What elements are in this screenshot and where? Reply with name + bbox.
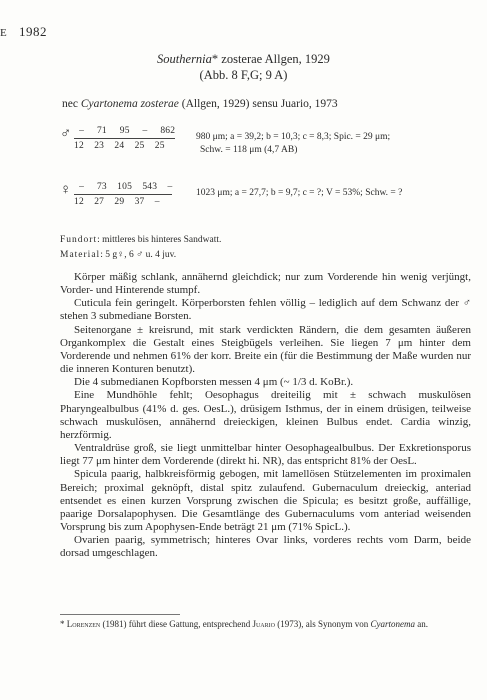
female-indices-line: 1023 μm; a = 27,7; b = 9,7; c = ?; V = 53%; Schw. = ?: [196, 188, 403, 198]
paragraph: Spicula paarig, halbkreisförmig gebogen, mit lamellösen Stützelementen im proximalen Bereich; proximal geknöpft, distal spitz zulaufend. Gubernaculum dreieckig, anteriad entsendet es einen kurzen Vorsprung zwischen die Spicula; es besitzt große, auffällige, paarige Dorsalapophysen. Die Gesamtlänge des Gubernaculums vom anteriad weisenden Vorsprung bis zum Apophysen-Ende beträgt 21 μm (71% SpicL.).: [60, 468, 471, 533]
paragraph: Die 4 submedianen Kopfborsten messen 4 μm (~ 1/3 d. KoBr.).: [74, 376, 354, 389]
footnote-divider: [60, 614, 180, 615]
page-header: [0, 24, 47, 40]
footnote-genus: Cyartonema: [370, 619, 415, 629]
page-number: 1982: [18, 24, 47, 39]
edge-mark: E: [0, 27, 8, 39]
formula-numerator: – 71 95 – 862: [74, 126, 176, 136]
formula-denominator: 12 27 29 37 –: [74, 197, 160, 207]
paragraph: Cuticula fein geringelt. Körperborsten fehlen völlig – lediglich auf dem Schwanz der ♂ stehen 3 submediane Borsten.: [60, 297, 471, 323]
species-authority: * zosterae Allgen, 1929: [211, 52, 330, 66]
species-title: [0, 52, 487, 67]
figure-reference: (Abb. 8 F,G; 9 A): [199, 68, 288, 82]
paragraph: Eine Mundhöhle fehlt; Oesophagus dreiteilig mit ± schwach muskulösen Pharyngealbulbus (41% d. ges. OesL.), drüsigem Isthmus, der in einem drüsigen, teilweise schwach muskulösen, annähernd dreieckigen, kleinen Bulbus endet. Cardia winzig, herzförmig.: [60, 389, 471, 441]
male-indices-line1: 980 μm; a = 39,2; b = 10,3; c = 8,3; Spic. = 29 μm;: [196, 132, 391, 142]
paragraph: Körper mäßig schlank, annähernd gleichdick; nur zum Vorderende hin wenig verjüngt, Vorder- und Hinterende stumpf.: [60, 271, 471, 297]
male-symbol: ♂: [60, 126, 72, 142]
fraction-rule: [74, 138, 175, 139]
male-indices-line2: Schw. = 118 μm (4,7 AB): [200, 145, 298, 155]
female-symbol: ♀: [60, 182, 72, 198]
material-line: Material: 5 g♀, 6 ♂ u. 4 juv.: [60, 250, 177, 260]
paragraph: Ventraldrüse groß, sie liegt unmittelbar hinter Oesophagealbulbus. Der Exkretionsporus liegt 77 μm hinter dem Vorderende (direkt hi. NR), das entspricht 81% der OesL.: [60, 442, 471, 468]
formula-numerator: – 73 105 543 –: [74, 182, 173, 192]
synonym-note: nec Cyartonema zosterae (Allgen, 1929) sensu Juario, 1973: [62, 98, 338, 110]
footnote: * Lorenzen (1981) führt diese Gattung, entsprechend Juario (1973), als Synonym von Cyartonema an.: [60, 619, 428, 629]
footnote-author: Lorenzen: [66, 619, 101, 629]
description-body: [60, 271, 471, 560]
synonym-name: Cyartonema zosterae: [80, 98, 179, 110]
fraction-rule: [74, 194, 172, 195]
footnote-author: Juario: [252, 619, 275, 629]
paragraph: Seitenorgane ± kreisrund, mit stark verdickten Rändern, die dem gesamten äußeren Organkomplex die Gestalt eines Steigbügels verleihen. Sie liegen 7 μm hinter dem Vorderende und nehmen 61% der korr. Breite ein (für die Bestimmung der Maße wurden nur die inneren Konturen benutzt).: [60, 323, 471, 376]
fundort-line: Fundort: mittleres bis hinteres Sandwatt.: [60, 235, 222, 245]
formula-denominator: 12 23 24 25 25: [74, 141, 165, 151]
paragraph: Ovarien paarig, symmetrisch; hinteres Ovar links, vorderes rechts vom Darm, beide dorsad umgeschlagen.: [60, 534, 471, 560]
genus-name: Southernia: [157, 52, 212, 66]
